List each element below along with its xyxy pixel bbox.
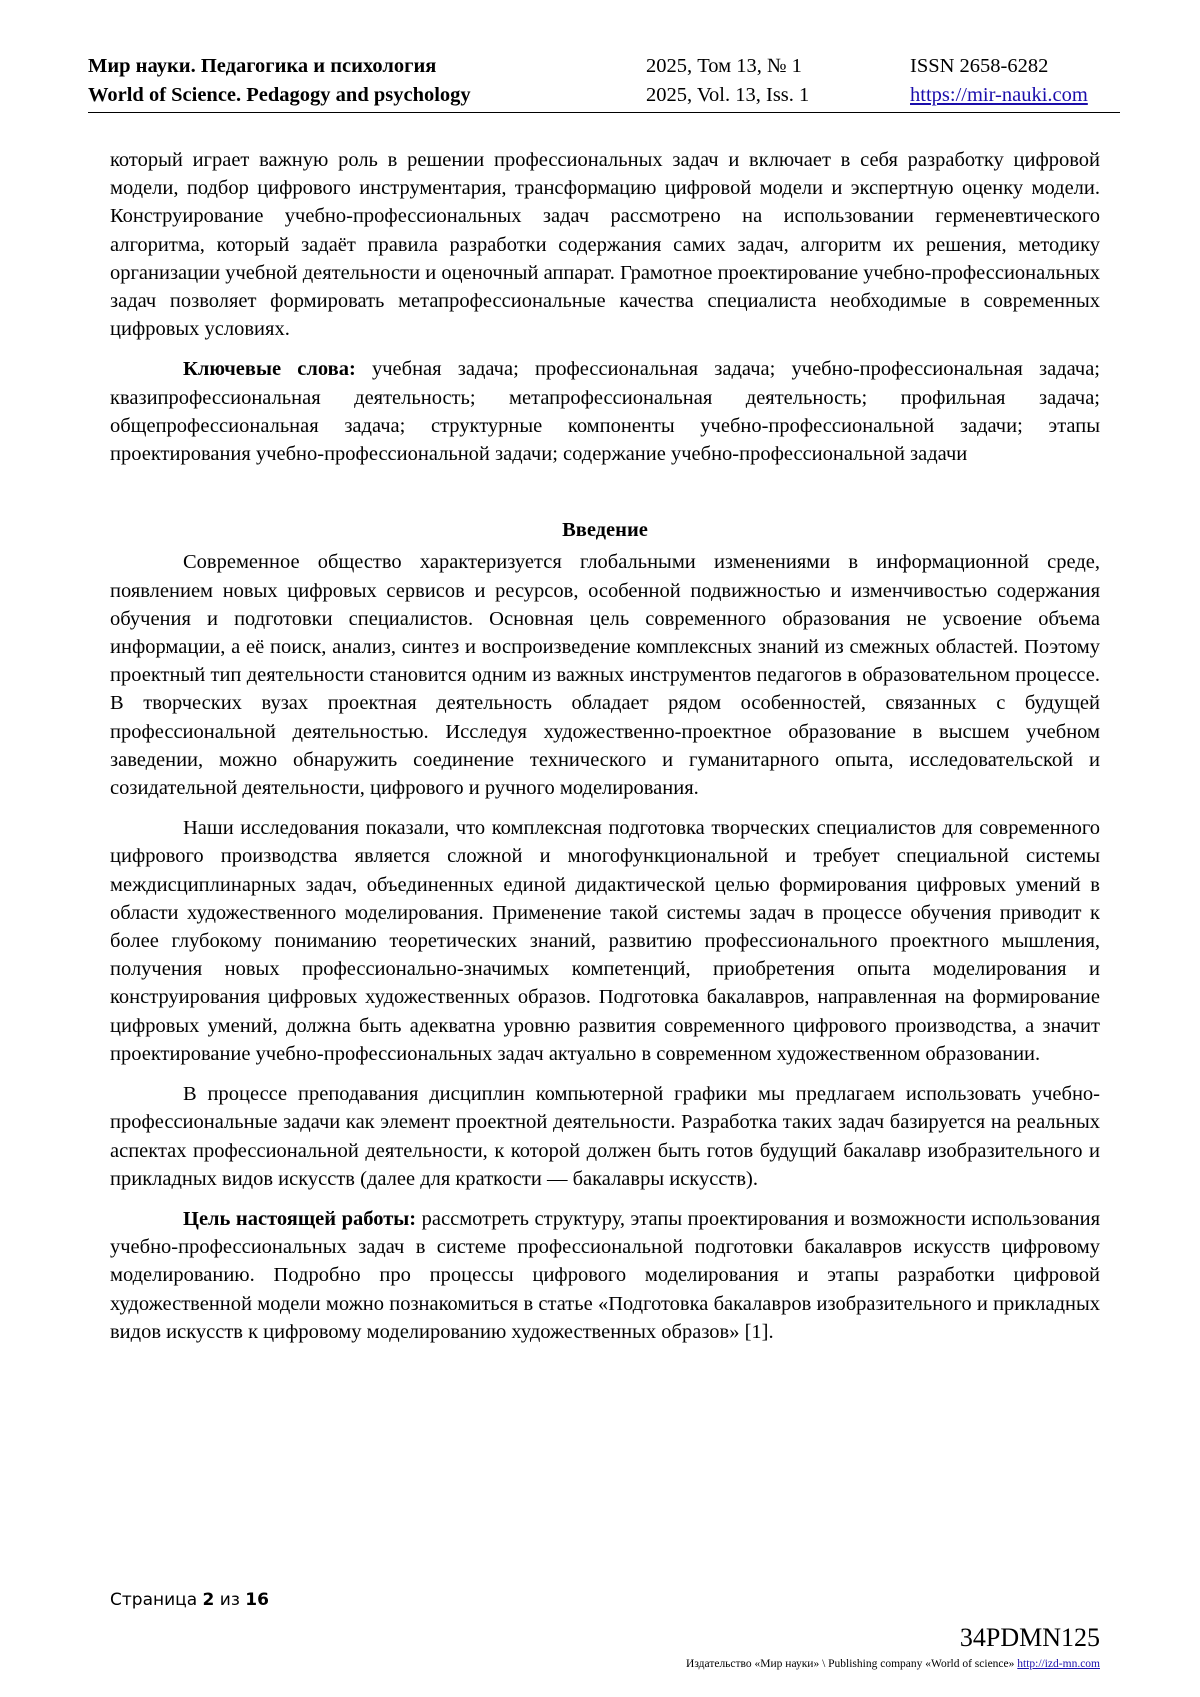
section-title: Введение	[562, 519, 648, 542]
goal-text: рассмотреть структуру, этапы проектирования и возможности использования учебно-профессиональных задач в системе профессиональной подготовки бакалавров искусств цифровому моделированию. Подробно про процессы цифрового моделирования и этапы разработки цифровой художественной модели можно познакомиться в статье «Подготовка бакалавров изобразительного и прикладных видов искусств к цифровому моделированию художественных образов» [1].	[110, 1207, 1101, 1343]
abstract-end: который играет важную роль в решении профессиональных задач и включает в себя разработку цифровой модели, подбор цифрового инструментария, трансформацию цифровой модели и экспертную оценку модели. Конструирование учебно-профессиональных задач рассмотрено на использовании герменевтического алгоритма, который задаёт правила разработки содержания самих задач, алгоритм их решения, методику организации учебной деятельности и оценочный аппарат. Грамотное проектирование учебно-профессиональных задач позволяет формировать метапрофессиональные качества специалиста необходимые в современных цифровых условиях.	[110, 149, 1100, 341]
issue-info	[646, 52, 809, 110]
page-of: из	[214, 1590, 246, 1610]
publisher-line	[686, 1658, 1100, 1670]
journal-title	[88, 52, 471, 110]
keywords-label: Ключевые слова:	[183, 358, 356, 381]
issue-info-ru: 2025, Том 13, № 1	[646, 55, 802, 77]
article-body	[110, 146, 1100, 1346]
page-number	[110, 1590, 269, 1610]
keywords-text: учебная задача; профессиональная задача; учебно-профессиональная задача; квазипрофессиональная деятельность; метапрофессиональная деятельность; профильная задача; общепрофессиональная задача; структурные компоненты учебно-профессиональной задачи; этапы проектирования учебно-профессиональной задачи; содержание учебно-профессиональной задачи	[110, 358, 1100, 466]
goal-paragraph	[110, 1205, 1100, 1346]
publisher-text: Издательство «Мир науки» \ Publishing company «World of science»	[686, 1658, 1018, 1670]
journal-title-en: World of Science. Pedagogy and psychology	[88, 84, 471, 106]
publisher-url-link[interactable]: http://izd-mn.com	[1017, 1658, 1100, 1670]
page-current: 2	[202, 1590, 215, 1610]
issue-info-en: 2025, Vol. 13, Iss. 1	[646, 84, 810, 106]
goal-label: Цель настоящей работы:	[183, 1207, 417, 1230]
page-header	[88, 52, 1120, 113]
keywords	[110, 355, 1100, 468]
issn: ISSN 2658-6282	[910, 55, 1049, 77]
paragraph: В процессе преподавания дисциплин компьютерной графики мы предлагаем использовать учебно-профессиональные задачи как элемент проектной деятельности. Разработка таких задач базируется на реальных аспектах профессиональной деятельности, к которой должен быть готов будущий бакалавр изобразительного и прикладных видов искусств (далее для краткости — бакалавры искусств).	[110, 1083, 1100, 1190]
journal-url-link[interactable]: https://mir-nauki.com	[910, 84, 1088, 106]
page-prefix: Страница	[110, 1590, 203, 1610]
paragraph: Современное общество характеризуется глобальными изменениями в информационной среде, появлением новых цифровых сервисов и ресурсов, особенной подвижностью и изменчивостью содержания обучения и подготовки специалистов. Основная цель современного образования не усвоение объема информации, а её поиск, анализ, синтез и воспроизведение комплексных знаний из смежных областей. Поэтому проектный тип деятельности становится одним из важных инструментов педагогов в образовательном процессе. В творческих вузах проектная деятельность обладает рядом особенностей, связанных с будущей профессиональной деятельностью. Исследуя художественно-проектное образование в высшем учебном заведении, можно обнаружить соединение технического и гуманитарного опыта, исследовательской и созидательной деятельности, цифрового и ручного моделирования.	[110, 551, 1100, 800]
issn-block	[910, 52, 1088, 110]
paragraph: Наши исследования показали, что комплексная подготовка творческих специалистов для современного цифрового производства является сложной и многофункциональной и требует специальной системы междисциплинарных задач, объединенных единой дидактической целью формирования цифровых умений в области художественного моделирования. Применение такой системы задач в процессе обучения приводит к более глубокому пониманию теоретических знаний, развитию профессионального проектного мышления, получения новых профессионально-значимых компетенций, приобретения опыта моделирования и конструирования цифровых художественных образов. Подготовка бакалавров, направленная на формирование цифровых умений, должна быть адекватна уровню развития современного цифрового производства, а значит проектирование учебно-профессиональных задач актуально в современном художественном образовании.	[110, 817, 1100, 1065]
journal-title-ru: Мир науки. Педагогика и психология	[88, 55, 437, 77]
article-code: 34PDMN125	[959, 1623, 1100, 1652]
page-total: 16	[245, 1590, 269, 1610]
